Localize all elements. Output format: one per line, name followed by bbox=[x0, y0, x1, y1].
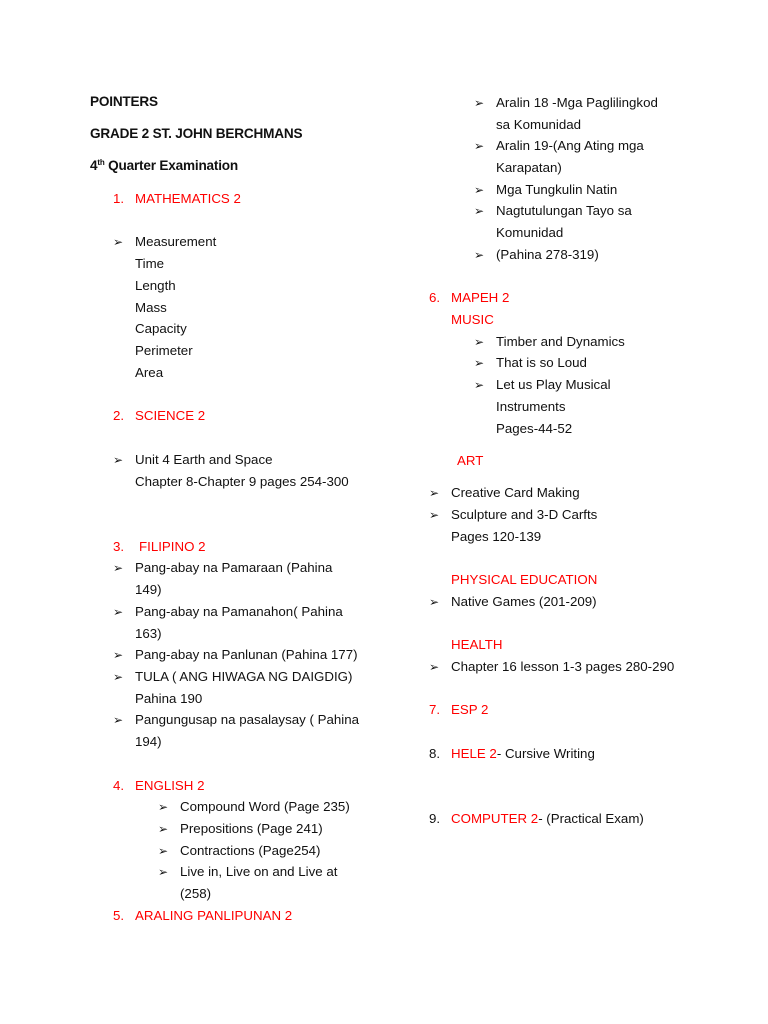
exam-title-rest: Quarter Examination bbox=[104, 158, 239, 173]
filipino-item: Pang-abay na Pamaraan (Pahina bbox=[135, 560, 333, 575]
bullet-arrow-icon: ➢ bbox=[474, 335, 485, 349]
bullet-arrow-icon: ➢ bbox=[474, 378, 485, 392]
science-item: Unit 4 Earth and Space bbox=[135, 452, 273, 467]
science-number: 2. bbox=[113, 408, 125, 423]
math-bullet: Measurement bbox=[135, 234, 217, 249]
bullet-arrow-icon: ➢ bbox=[474, 248, 485, 262]
health-title: HEALTH bbox=[451, 637, 503, 652]
filipino-number: 3. bbox=[113, 539, 125, 554]
bullet-arrow-icon: ➢ bbox=[429, 595, 440, 609]
bullet-arrow-icon: ➢ bbox=[474, 96, 485, 110]
bullet-arrow-icon: ➢ bbox=[429, 508, 440, 522]
music-title: MUSIC bbox=[451, 312, 494, 327]
bullet-arrow-icon: ➢ bbox=[474, 204, 485, 218]
math-topic: Mass bbox=[135, 300, 167, 315]
bullet-arrow-icon: ➢ bbox=[113, 235, 124, 249]
filipino-item: TULA ( ANG HIWAGA NG DAIGDIG) bbox=[135, 669, 353, 684]
bullet-arrow-icon: ➢ bbox=[429, 486, 440, 500]
bullet-arrow-icon: ➢ bbox=[113, 453, 124, 467]
filipino-item: 149) bbox=[135, 582, 162, 597]
araling-item: Nagtutulungan Tayo sa bbox=[496, 203, 632, 218]
science-item: Chapter 8-Chapter 9 pages 254-300 bbox=[135, 474, 349, 489]
computer-title: COMPUTER 2 bbox=[451, 811, 539, 826]
araling-item: Komunidad bbox=[496, 225, 564, 240]
english-item: Contractions (Page254) bbox=[180, 843, 321, 858]
art-item: Creative Card Making bbox=[451, 485, 580, 500]
math-topic: Capacity bbox=[135, 321, 187, 336]
araling-item: (Pahina 278-319) bbox=[496, 247, 599, 262]
hele-number: 8. bbox=[429, 746, 441, 761]
bullet-arrow-icon: ➢ bbox=[113, 561, 124, 575]
math-topic: Length bbox=[135, 278, 176, 293]
english-number: 4. bbox=[113, 778, 125, 793]
exam-ordinal-suffix: th bbox=[97, 158, 105, 167]
araling-item: Mga Tungkulin Natin bbox=[496, 182, 618, 197]
music-item: Timber and Dynamics bbox=[496, 334, 625, 349]
english-item: Prepositions (Page 241) bbox=[180, 821, 323, 836]
bullet-arrow-icon: ➢ bbox=[158, 844, 169, 858]
bullet-arrow-icon: ➢ bbox=[113, 670, 124, 684]
math-number: 1. bbox=[113, 191, 125, 206]
filipino-item: 194) bbox=[135, 734, 162, 749]
computer-line bbox=[451, 811, 644, 827]
bullet-arrow-icon: ➢ bbox=[158, 822, 169, 836]
document-title: POINTERS bbox=[90, 94, 158, 109]
bullet-arrow-icon: ➢ bbox=[113, 605, 124, 619]
mapeh-number: 6. bbox=[429, 290, 441, 305]
bullet-arrow-icon: ➢ bbox=[113, 648, 124, 662]
health-item: Chapter 16 lesson 1-3 pages 280-290 bbox=[451, 659, 675, 674]
art-item: Pages 120-139 bbox=[451, 529, 542, 544]
music-item: That is so Loud bbox=[496, 355, 587, 370]
araling-item: Karapatan) bbox=[496, 160, 562, 175]
araling-item: sa Komunidad bbox=[496, 117, 582, 132]
bullet-arrow-icon: ➢ bbox=[158, 800, 169, 814]
filipino-item: 163) bbox=[135, 626, 162, 641]
english-item: Live in, Live on and Live at bbox=[180, 864, 338, 879]
english-item: Compound Word (Page 235) bbox=[180, 799, 350, 814]
computer-number: 9. bbox=[429, 811, 441, 826]
bullet-arrow-icon: ➢ bbox=[429, 660, 440, 674]
hele-line bbox=[451, 746, 595, 762]
pe-title: PHYSICAL EDUCATION bbox=[451, 572, 598, 587]
araling-item: Aralin 19-(Ang Ating mga bbox=[496, 138, 644, 153]
computer-description: - (Practical Exam) bbox=[538, 811, 644, 826]
english-title: ENGLISH 2 bbox=[135, 778, 205, 793]
bullet-arrow-icon: ➢ bbox=[158, 865, 169, 879]
music-item: Instruments bbox=[496, 399, 566, 414]
class-name: GRADE 2 ST. JOHN BERCHMANS bbox=[90, 126, 303, 141]
hele-title: HELE 2 bbox=[451, 746, 497, 761]
music-item: Pages-44-52 bbox=[496, 421, 573, 436]
bullet-arrow-icon: ➢ bbox=[474, 139, 485, 153]
art-item: Sculpture and 3-D Carfts bbox=[451, 507, 598, 522]
hele-description: - Cursive Writing bbox=[496, 746, 595, 761]
math-topic: Area bbox=[135, 365, 164, 380]
math-title: MATHEMATICS 2 bbox=[135, 191, 241, 206]
bullet-arrow-icon: ➢ bbox=[474, 356, 485, 370]
filipino-item: Pahina 190 bbox=[135, 691, 203, 706]
bullet-arrow-icon: ➢ bbox=[474, 183, 485, 197]
exam-title bbox=[90, 158, 238, 174]
araling-number: 5. bbox=[113, 908, 125, 923]
araling-item: Aralin 18 -Mga Paglilingkod bbox=[496, 95, 658, 110]
math-topic: Time bbox=[135, 256, 165, 271]
mapeh-title: MAPEH 2 bbox=[451, 290, 510, 305]
pe-item: Native Games (201-209) bbox=[451, 594, 597, 609]
filipino-title: FILIPINO 2 bbox=[139, 539, 206, 554]
esp-number: 7. bbox=[429, 702, 441, 717]
science-title: SCIENCE 2 bbox=[135, 408, 206, 423]
exam-number: 4 bbox=[90, 158, 98, 173]
music-item: Let us Play Musical bbox=[496, 377, 611, 392]
filipino-item: Pang-abay na Pamanahon( Pahina bbox=[135, 604, 343, 619]
english-item: (258) bbox=[180, 886, 212, 901]
bullet-arrow-icon: ➢ bbox=[113, 713, 124, 727]
filipino-item: Pangungusap na pasalaysay ( Pahina bbox=[135, 712, 359, 727]
filipino-item: Pang-abay na Panlunan (Pahina 177) bbox=[135, 647, 358, 662]
araling-title: ARALING PANLIPUNAN 2 bbox=[135, 908, 293, 923]
math-topic: Perimeter bbox=[135, 343, 193, 358]
esp-title: ESP 2 bbox=[451, 702, 489, 717]
art-title: ART bbox=[457, 453, 484, 468]
